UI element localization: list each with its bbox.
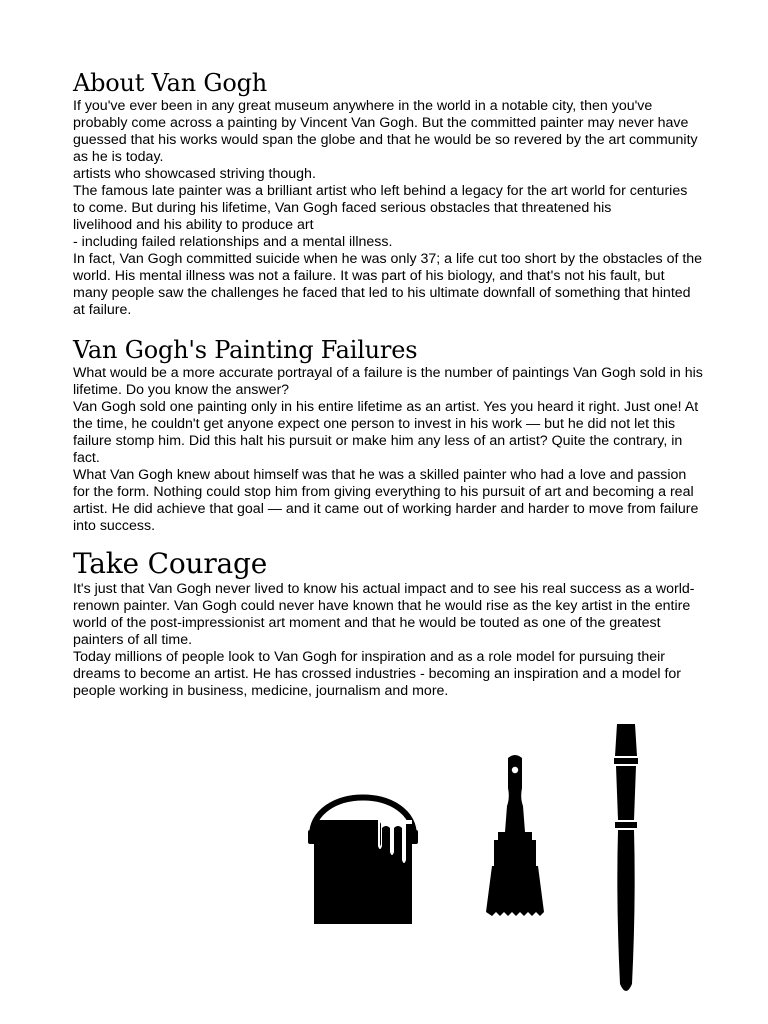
article (73, 68, 703, 700)
section-heading: Take Courage (73, 547, 268, 580)
paragraph: It's just that Van Gogh never lived to know his actual impact and to see his real success as a world-renown painter. Van Gogh could never have known that he would rise as the key artist in the entire world of the post-impressionist art moment and that he would be touted as one of the greatest painters of all time. (73, 581, 695, 648)
paragraph: livelihood and his ability to produce art (73, 217, 314, 233)
paragraph: In fact, Van Gogh committed suicide when he was only 37; a life cut too short by the obstacles of the world. His mental illness was not a failure. It was part of his biology, and that's not his fault, but many people saw the challenges he faced that led to his ultimate downfall of something that hinted at failure. (73, 251, 703, 318)
art-supplies-illustration (300, 722, 660, 1002)
section-about-van-gogh (73, 68, 703, 319)
section-take-courage (73, 547, 703, 700)
paragraph: Today millions of people look to Van Gogh for inspiration and as a role model for pursuing their dreams to become an artist. He has crossed industries - becoming an inspiration and a model for people working in business, medicine, journalism and more. (73, 649, 682, 699)
section-painting-failures (73, 335, 703, 535)
paint-bucket-icon (304, 764, 422, 926)
paint-brush-wide-icon (482, 754, 548, 918)
paragraph: artists who showcased striving though. (73, 166, 316, 182)
paragraph: Van Gogh sold one painting only in his entire lifetime as an artist. Yes you heard it right. Just one! At the time, he couldn't get anyone expect one person to invest in his work — but he did not let this failure stomp him. Did this halt his pursuit or make him any less of an artist? Quite the contrary, in fact. (73, 399, 699, 466)
section-heading: About Van Gogh (73, 69, 268, 97)
section-heading: Van Gogh's Painting Failures (73, 336, 418, 364)
paragraph: - including failed relationships and a mental illness. (73, 234, 393, 250)
paragraph: If you've ever been in any great museum anywhere in the world in a notable city, then you've probably come across a painting by Vincent Van Gogh. But the committed painter may never have guessed that his works would span the globe and that he would be so revered by the art community as he is today. (73, 98, 698, 165)
paint-brush-thin-icon (606, 722, 646, 996)
paragraph: The famous late painter was a brilliant artist who left behind a legacy for the art world for centuries to come. But during his lifetime, Van Gogh faced serious obstacles that threatened his (73, 183, 688, 216)
paragraph: What would be a more accurate portrayal of a failure is the number of paintings Van Gogh sold in his lifetime. Do you know the answer? (73, 365, 703, 398)
paragraph: What Van Gogh knew about himself was that he was a skilled painter who had a love and passion for the form. Nothing could stop him from giving everything to his pursuit of art and becoming a real artist. He did achieve that goal — and it came out of working harder and harder to move from failure into success. (73, 467, 699, 534)
